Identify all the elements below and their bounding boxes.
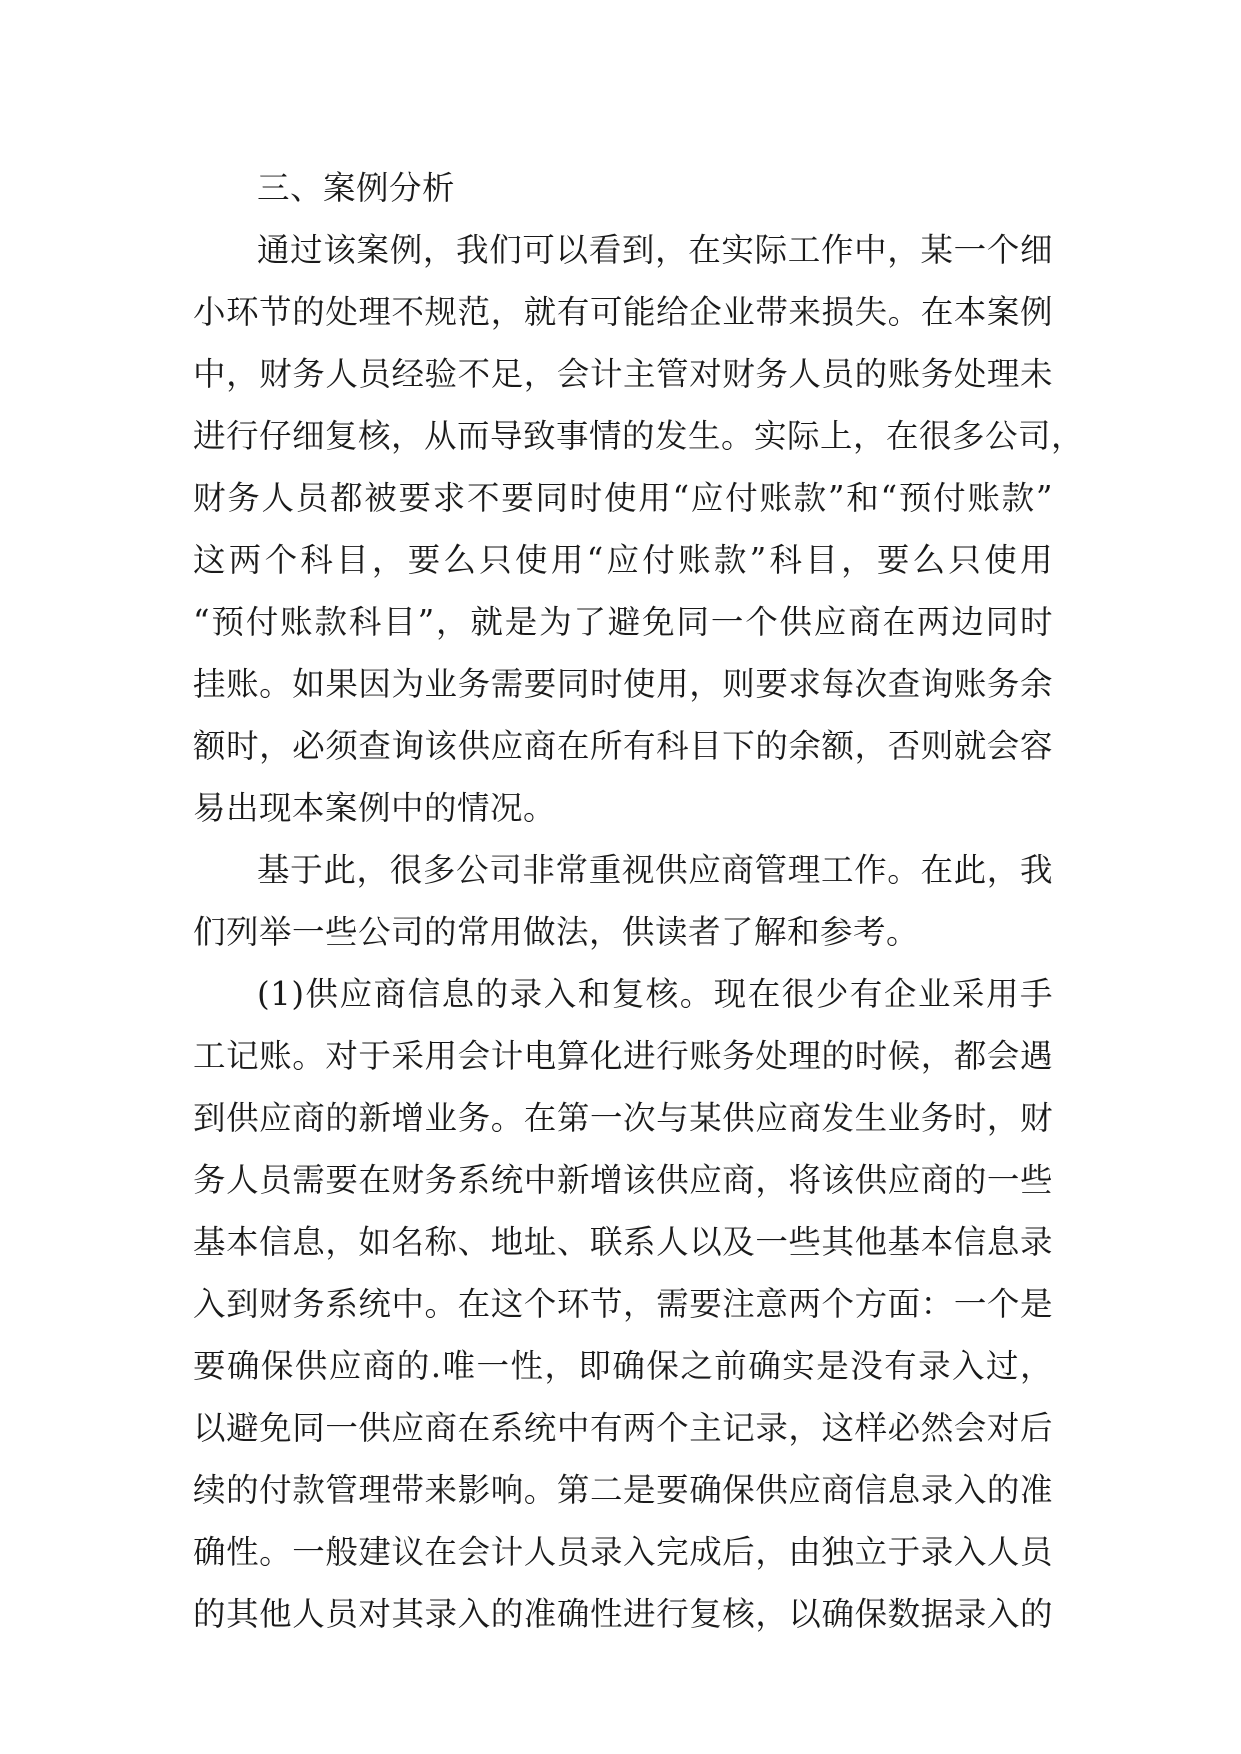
text-line: 挂账。如果因为业务需要同时使用，则要求每次查询账务余	[193, 665, 1053, 703]
document-body	[193, 157, 1085, 1645]
text-line: 入到财务系统中。在这个环节，需要注意两个方面：一个是	[193, 1285, 1053, 1323]
text-line: 进行仔细复核，从而导致事情的发生。实际上，在很多公司，	[193, 417, 1085, 455]
text-line: 确性。一般建议在会计人员录入完成后，由独立于录入人员	[193, 1533, 1053, 1571]
text-line: (1)供应商信息的录入和复核。现在很少有企业采用手	[257, 975, 1053, 1013]
text-line: 基本信息，如名称、地址、联系人以及一些其他基本信息录	[193, 1223, 1053, 1261]
section-heading: 三、案例分析	[257, 169, 456, 207]
text-line: 到供应商的新增业务。在第一次与某供应商发生业务时，财	[193, 1099, 1053, 1137]
paragraph-lines	[193, 219, 1085, 1645]
text-line: 易出现本案例中的情况。	[193, 789, 557, 827]
text-line: 通过该案例，我们可以看到，在实际工作中，某一个细	[257, 231, 1053, 269]
text-line: 要确保供应商的.唯一性，即确保之前确实是没有录入过，	[193, 1347, 1053, 1385]
text-line: 财务人员都被要求不要同时使用“应付账款”和“预付账款”	[193, 479, 1053, 517]
text-line: 这两个科目，要么只使用“应付账款”科目，要么只使用	[193, 541, 1053, 579]
text-line: 务人员需要在财务系统中新增该供应商，将该供应商的一些	[193, 1161, 1053, 1199]
text-line: 基于此，很多公司非常重视供应商管理工作。在此，我	[257, 851, 1053, 889]
text-line: 续的付款管理带来影响。第二是要确保供应商信息录入的准	[193, 1471, 1053, 1509]
text-line: “预付账款科目”，就是为了避免同一个供应商在两边同时	[193, 603, 1053, 641]
text-line: 们列举一些公司的常用做法，供读者了解和参考。	[193, 913, 920, 951]
text-line: 小环节的处理不规范，就有可能给企业带来损失。在本案例	[193, 293, 1053, 331]
text-line: 中，财务人员经验不足，会计主管对财务人员的账务处理未	[193, 355, 1053, 393]
text-line: 以避免同一供应商在系统中有两个主记录，这样必然会对后	[193, 1409, 1053, 1447]
text-line: 额时，必须查询该供应商在所有科目下的余额，否则就会容	[193, 727, 1053, 765]
text-line: 的其他人员对其录入的准确性进行复核，以确保数据录入的	[193, 1595, 1053, 1633]
text-line: 工记账。对于采用会计电算化进行账务处理的时候，都会遇	[193, 1037, 1053, 1075]
